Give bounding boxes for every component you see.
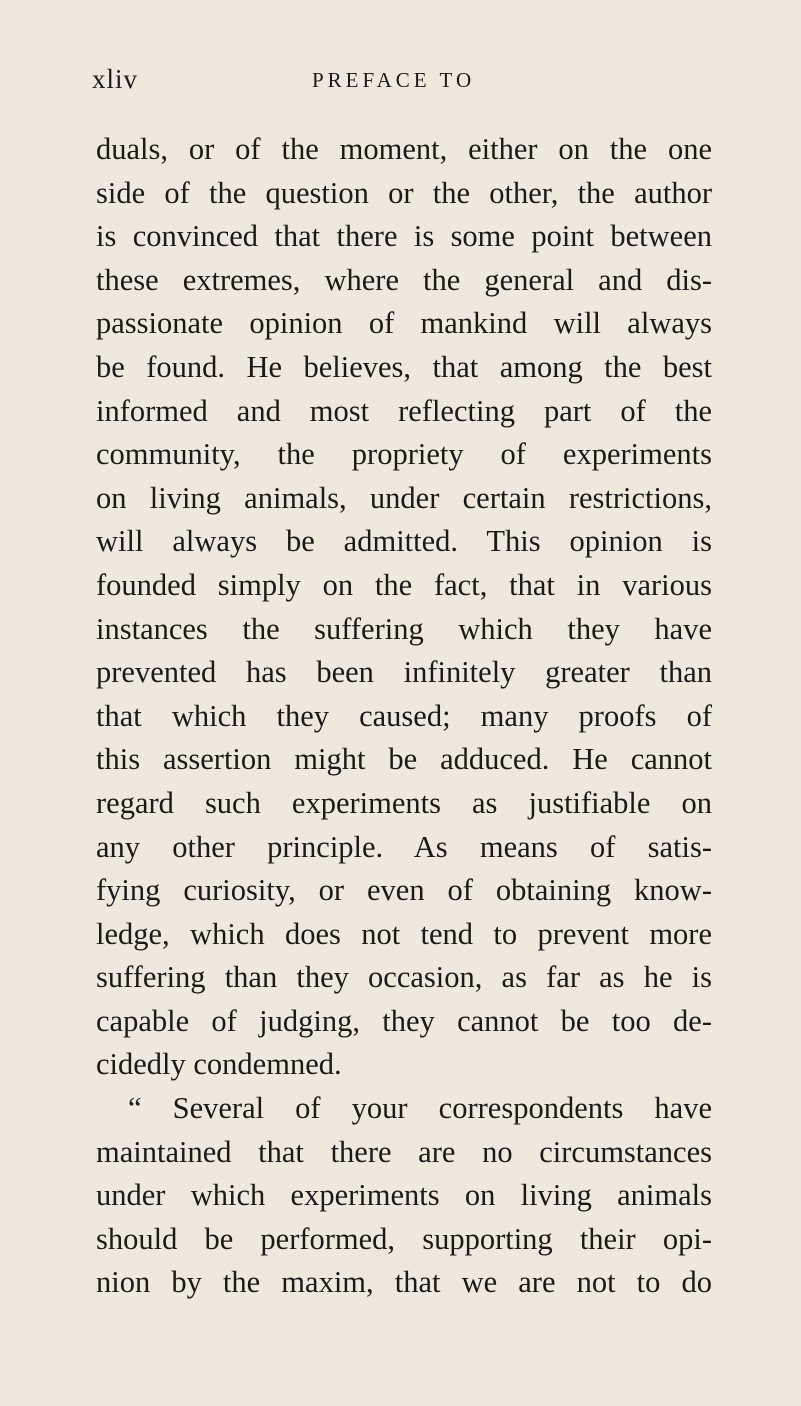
text-line: any other principle. As means of satis- xyxy=(96,829,712,864)
text-line: regard such experiments as justifiable on xyxy=(96,785,712,820)
text-line: ledge, which does not tend to prevent more xyxy=(96,916,712,951)
text-line: these extremes, where the general and dis- xyxy=(96,262,712,297)
text-line: that which they caused; many proofs of xyxy=(96,698,712,733)
text-line: prevented has been infinitely greater than xyxy=(96,655,712,690)
text-line: be found. He believes, that among the best xyxy=(96,349,712,384)
text-line: under which experiments on living animals xyxy=(96,1178,712,1213)
text-line: suffering than they occasion, as far as he is xyxy=(96,960,712,995)
text-line: capable of judging, they cannot be too de- xyxy=(96,1003,712,1038)
text-line: community, the propriety of experiments xyxy=(96,437,712,472)
text-line: fying curiosity, or even of obtaining know- xyxy=(96,873,712,908)
text-line: duals, or of the moment, either on the one xyxy=(96,132,712,166)
page-number: xliv xyxy=(92,64,139,94)
text-line: is convinced that there is some point between xyxy=(96,219,712,254)
running-title: PREFACE TO xyxy=(312,68,476,92)
text-line: maintained that there are no circumstances xyxy=(96,1134,712,1169)
text-line: this assertion might be adduced. He cannot xyxy=(96,742,712,777)
text-line: on living animals, under certain restrictions, xyxy=(96,480,712,515)
text-line: passionate opinion of mankind will always xyxy=(96,306,712,341)
text-line: “ Several of your correspondents have xyxy=(128,1091,712,1126)
text-line: side of the question or the other, the author xyxy=(96,175,712,210)
text-line: will always be admitted. This opinion is xyxy=(96,524,712,559)
body-text xyxy=(96,128,712,1305)
text-line: should be performed, supporting their opi- xyxy=(96,1221,712,1256)
text-line: informed and most reflecting part of the xyxy=(96,393,712,428)
text-line: nion by the maxim, that we are not to do xyxy=(96,1265,712,1300)
text-line: instances the suffering which they have xyxy=(96,611,712,646)
text-line: founded simply on the fact, that in various xyxy=(96,567,712,602)
text-line: cidedly condemned. xyxy=(96,1047,342,1082)
